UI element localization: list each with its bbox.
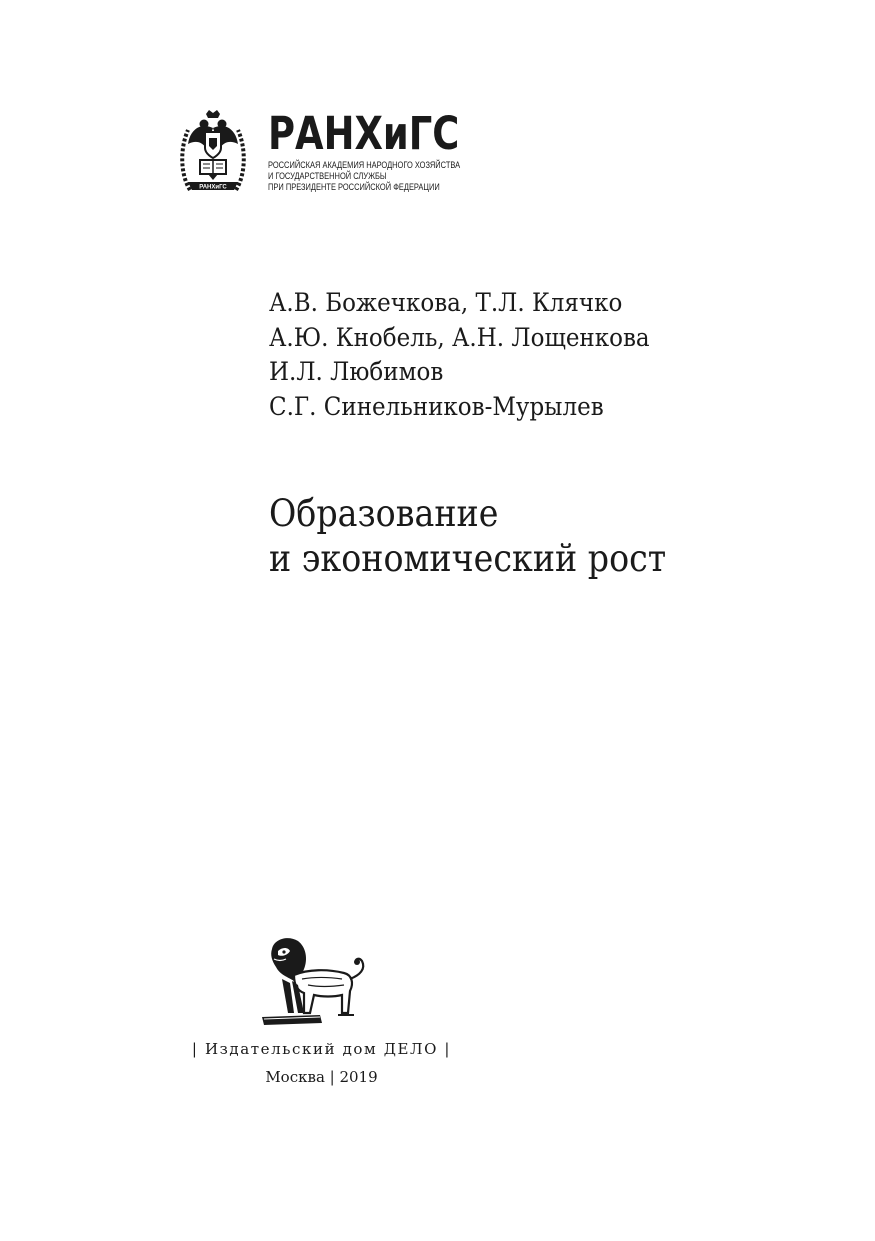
publisher-name: | Издательский дом ДЕЛО | xyxy=(191,1040,452,1058)
author-line: С.Г. Синельников-Мурылев xyxy=(269,391,604,421)
logo-line-3: ПРИ ПРЕЗИДЕНТЕ РОССИЙСКОЙ ФЕДЕРАЦИИ xyxy=(268,182,440,193)
ranepa-logo xyxy=(180,108,480,200)
title-line: Образование xyxy=(269,492,499,535)
emblem-ribbon-text: РАНХиГС xyxy=(199,184,227,191)
title-line: и экономический рост xyxy=(269,537,667,580)
publisher-city-year: Москва | 2019 xyxy=(265,1068,378,1086)
lion-on-book-icon xyxy=(258,935,373,1027)
author-line: А.В. Божечкова, Т.Л. Клячко xyxy=(269,288,623,317)
ranepa-wordmark xyxy=(268,108,514,193)
logo-line-2: И ГОСУДАРСТВЕННОЙ СЛУЖБЫ xyxy=(268,171,387,182)
publisher-block xyxy=(180,1039,463,1087)
logo-name: РАНХиГС xyxy=(268,107,460,160)
logo-line-1: РОССИЙСКАЯ АКАДЕМИЯ НАРОДНОГО ХОЗЯЙСТВА xyxy=(268,160,461,171)
double-headed-eagle-emblem-icon xyxy=(180,108,246,198)
book-title xyxy=(269,491,710,581)
authors-list xyxy=(269,286,683,424)
author-line: И.Л. Любимов xyxy=(269,357,444,386)
author-line: А.Ю. Кнобель, А.Н. Лощенкова xyxy=(269,322,650,352)
